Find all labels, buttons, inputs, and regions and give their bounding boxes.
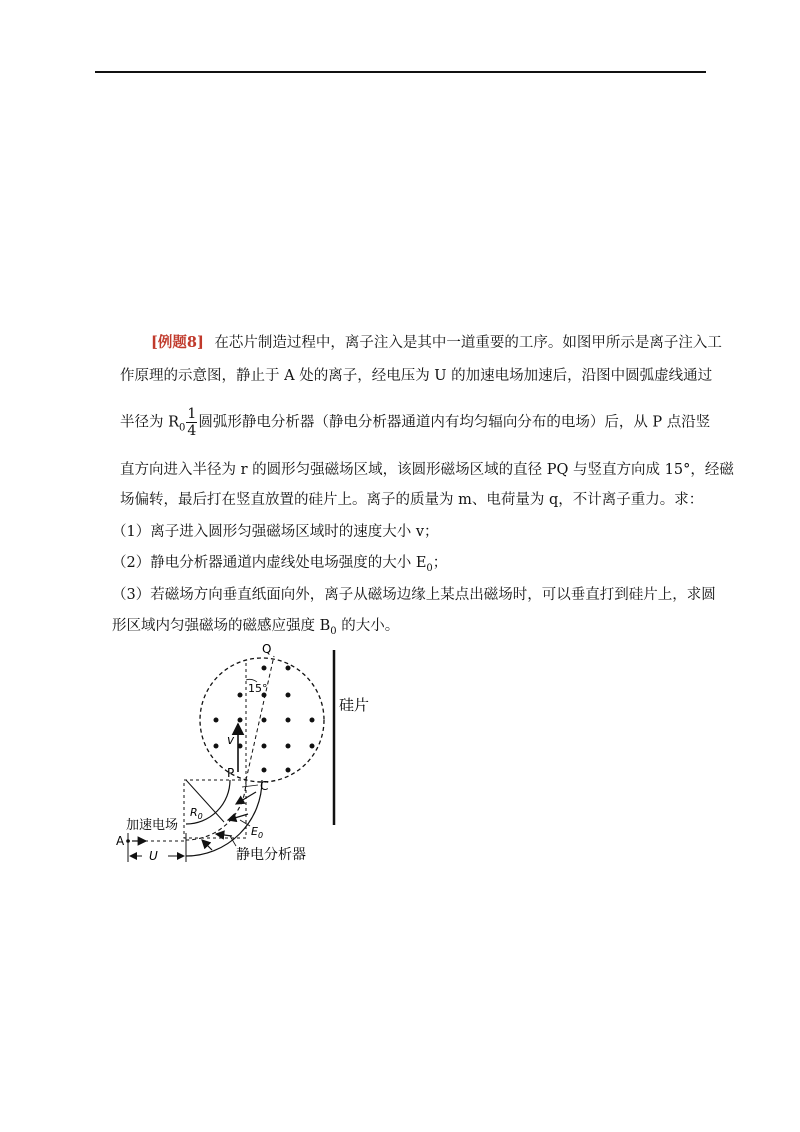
fraction-denominator: 4 bbox=[187, 423, 197, 439]
question-text: 的大小。 bbox=[336, 618, 400, 634]
problem-text: 作原理的示意图，静止于 A 处的离子，经电压为 U 的加速电场加速后，沿图中圆弧虚线通过 bbox=[120, 368, 713, 384]
label-c: C bbox=[260, 779, 269, 793]
label-accelerating-field: 加速电场 bbox=[126, 818, 179, 833]
question-3-line-2 bbox=[112, 616, 399, 642]
problem-line-3 bbox=[120, 406, 710, 439]
subscript: 0 bbox=[426, 562, 433, 574]
label-15-degrees: 15° bbox=[248, 682, 268, 695]
question-2 bbox=[112, 553, 447, 579]
diameter-pq bbox=[246, 656, 274, 780]
example-tag: [例题8] bbox=[151, 334, 204, 351]
problem-text: 圆弧形静电分析器（静电分析器通道内有均匀辐向分布的电场）后，从 P 点沿竖 bbox=[198, 414, 711, 431]
question-text: ； bbox=[432, 555, 448, 571]
label-r0: $R_0$ bbox=[190, 806, 203, 821]
label-p: P bbox=[227, 766, 235, 780]
header-rule bbox=[95, 71, 706, 73]
label-wafer: 硅片 bbox=[339, 696, 370, 714]
question-3-line-1 bbox=[112, 585, 716, 605]
question-1 bbox=[112, 522, 439, 542]
label-u: U bbox=[149, 849, 158, 863]
problem-line-2 bbox=[120, 366, 712, 386]
problem-line-1 bbox=[151, 333, 722, 353]
fraction-numerator: 1 bbox=[187, 406, 197, 422]
label-q: Q bbox=[262, 642, 272, 656]
c-pointer-line bbox=[242, 785, 258, 787]
question-text: 形区域内匀强磁场的磁感应强度 B bbox=[112, 618, 331, 634]
label-analyzer: 静电分析器 bbox=[236, 847, 306, 863]
field-arrow bbox=[216, 834, 232, 836]
problem-text: 半径为 R bbox=[120, 414, 180, 431]
problem-text: 场偏转，最后打在竖直放置的硅片上。离子的质量为 m、电荷量为 q，不计离子重力。求： bbox=[120, 492, 704, 508]
question-text: （2）静电分析器通道内虚线处电场强度的大小 E bbox=[112, 555, 427, 571]
problem-text: 在芯片制造过程中，离子注入是其中一道重要的工序。如图甲所示是离子注入工 bbox=[214, 335, 722, 351]
subscript: 0 bbox=[330, 625, 337, 637]
problem-text: 直方向进入半径为 r 的圆形匀强磁场区域，该圆形磁场区域的直径 PQ 与竖直方向成 15°，经磁 bbox=[120, 462, 734, 478]
subscript: 0 bbox=[179, 422, 186, 434]
label-a: A bbox=[116, 834, 125, 848]
label-e0: $E_0$ bbox=[251, 825, 264, 840]
field-arrow bbox=[228, 814, 248, 820]
label-v: v bbox=[227, 733, 235, 747]
question-text: （3）若磁场方向垂直纸面向外，离子从磁场边缘上某点出磁场时，可以垂直打到硅片上，求圆 bbox=[112, 587, 716, 603]
fraction-quarter bbox=[186, 406, 197, 439]
ion-implantation-diagram bbox=[112, 640, 372, 875]
problem-line-5 bbox=[120, 490, 703, 510]
question-text: （1）离子进入圆形匀强磁场区域时的速度大小 v； bbox=[112, 524, 439, 540]
field-arrow bbox=[202, 840, 212, 850]
problem-line-4 bbox=[120, 460, 734, 480]
